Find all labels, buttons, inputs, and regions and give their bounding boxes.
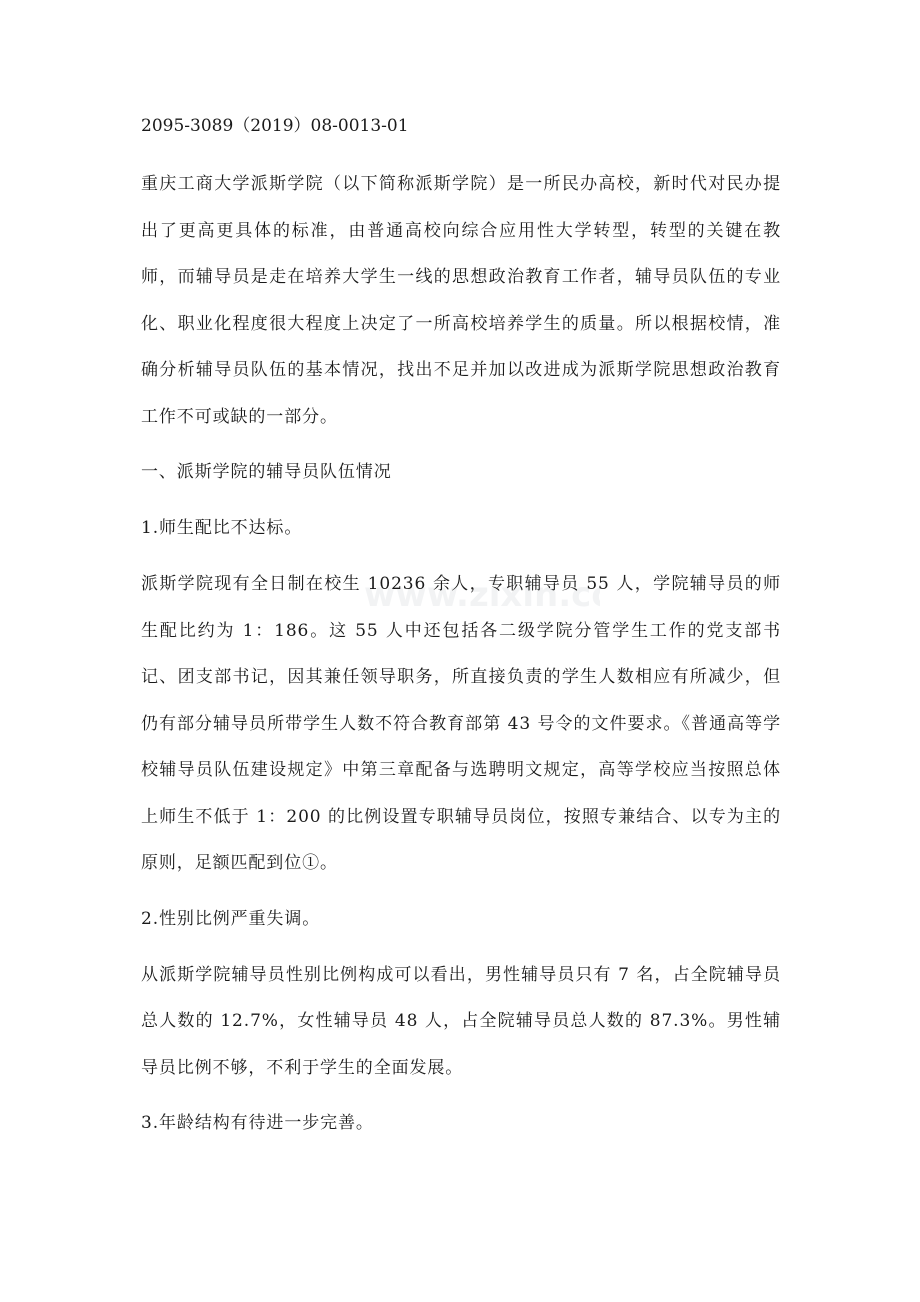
reference-number: 2095-3089（2019）08-0013-01 (141, 116, 409, 136)
section-heading: 一、派斯学院的辅导员队伍情况 (141, 462, 392, 482)
item-1-paragraph: 派斯学院现有全日制在校生 10236 余人，专职辅导员 55 人，学院辅导员的师生配比约为 1：186。这 55 人中还包括各二级学院分管学生工作的党支部书记、团支部书记，因其兼任领导职务，所直接负责的学生人数相应有所减少，但仍有部分辅导员所带学生人数不符合教育部第 43 号令的文件要求。《普通高等学校辅导员队伍建设规定》中第三章配备与选聘明文规定，高等学校应当按照总体上师生不低于 1：200 的比例设置专职辅导员岗位，按照专兼结合、以专为主的原则，足额匹配到位①。 (141, 574, 781, 873)
item-2-paragraph: 从派斯学院辅导员性别比例构成可以看出，男性辅导员只有 7 名，占全院辅导员总人数的 12.7%，女性辅导员 48 人，占全院辅导员总人数的 87.3%。男性辅导员比例不够，不利于学生的全面发展。 (141, 964, 781, 1078)
item-3-heading: 3.年龄结构有待进一步完善。 (141, 1113, 374, 1133)
item-2-heading: 2.性别比例严重失调。 (141, 908, 321, 929)
watermark-text: www.zixin.c (364, 575, 592, 615)
item-1-heading: 1.师生配比不达标。 (141, 518, 303, 538)
document-body (141, 103, 781, 1156)
intro-paragraph: 重庆工商大学派斯学院（以下简称派斯学院）是一所民办高校，新时代对民办提出了更高更具体的标准，由普通高校向综合应用性大学转型，转型的关键在教师，而辅导员是走在培养大学生一线的思想政治教育工作者，辅导员队伍的专业化、职业化程度很大程度上决定了一所高校培养学生的质量。所以根据校情，准确分析辅导员队伍的基本情况，找出不足并加以改进成为派斯学院思想政治教育工作不可或缺的一部分。 (141, 174, 781, 427)
